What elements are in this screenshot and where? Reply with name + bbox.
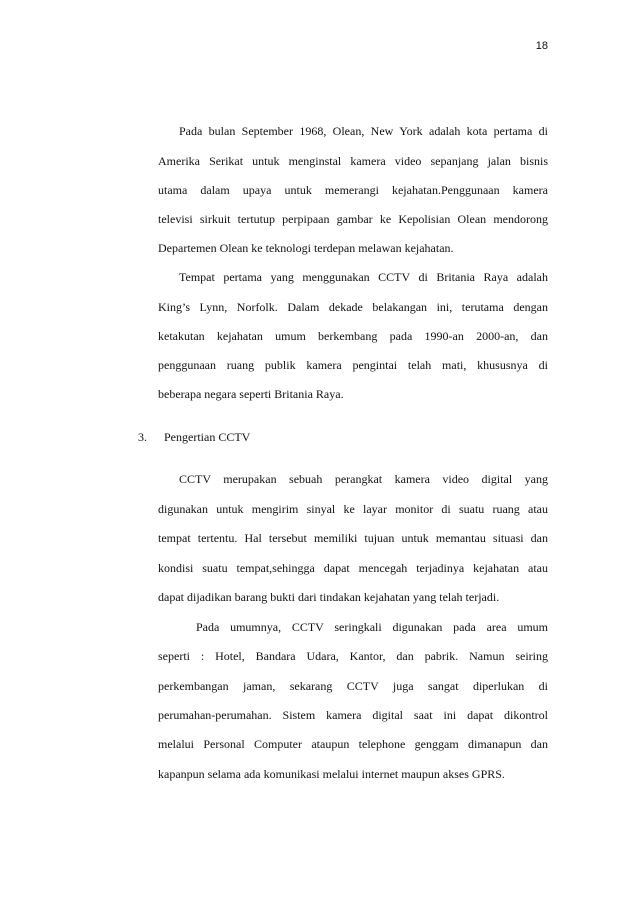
- text-line: beberapa negara seperti Britania Raya.: [158, 387, 344, 401]
- section-heading: [138, 430, 250, 444]
- text-line: tempat tertentu. Hal tersebut memiliki tujuan untuk memantau situasi dan: [158, 531, 548, 545]
- text-line: seperti : Hotel, Bandara Udara, Kantor, dan pabrik. Namun seiring: [158, 649, 548, 663]
- text-line: CCTV merupakan sebuah perangkat kamera video digital yang: [179, 472, 548, 486]
- text-line: televisi sirkuit tertutup perpipaan gambar ke Kepolisian Olean mendorong: [158, 212, 548, 226]
- page-number: 18: [535, 40, 548, 52]
- text-line: Pada bulan September 1968, Olean, New York adalah kota pertama di: [179, 124, 548, 138]
- section-number: 3.: [138, 430, 147, 444]
- text-line: kapanpun selama ada komunikasi melalui internet maupun akses GPRS.: [158, 767, 505, 781]
- text-line: Departemen Olean ke teknologi terdepan melawan kejahatan.: [158, 241, 454, 255]
- text-line: melalui Personal Computer ataupun telephone genggam dimanapun dan: [158, 737, 548, 751]
- text-line: dapat dijadikan barang bukti dari tindakan kejahatan yang telah terjadi.: [158, 590, 500, 604]
- section-title: Pengertian CCTV: [164, 430, 251, 444]
- text-line: King’s Lynn, Norfolk. Dalam dekade belakangan ini, terutama dengan: [158, 300, 548, 314]
- text-line: ketakutan kejahatan umum berkembang pada 1990-an 2000-an, dan: [158, 329, 548, 343]
- text-line: penggunaan ruang publik kamera pengintai telah mati, khususnya di: [158, 358, 548, 372]
- text-line: Pada umumnya, CCTV seringkali digunakan pada area umum: [196, 620, 548, 634]
- text-line: utama dalam upaya untuk memerangi kejahatan.Penggunaan kamera: [158, 183, 548, 197]
- text-line: kondisi suatu tempat,sehingga dapat mencegah terjadinya kejahatan atau: [158, 561, 548, 575]
- text-line: perumahan-perumahan. Sistem kamera digital saat ini dapat dikontrol: [158, 708, 548, 722]
- text-line: digunakan untuk mengirim sinyal ke layar monitor di suatu ruang atau: [158, 502, 548, 516]
- text-line: perkembangan jaman, sekarang CCTV juga sangat diperlukan di: [158, 679, 548, 693]
- text-line: Amerika Serikat untuk menginstal kamera video sepanjang jalan bisnis: [158, 154, 548, 168]
- text-line: Tempat pertama yang menggunakan CCTV di Britania Raya adalah: [179, 270, 548, 284]
